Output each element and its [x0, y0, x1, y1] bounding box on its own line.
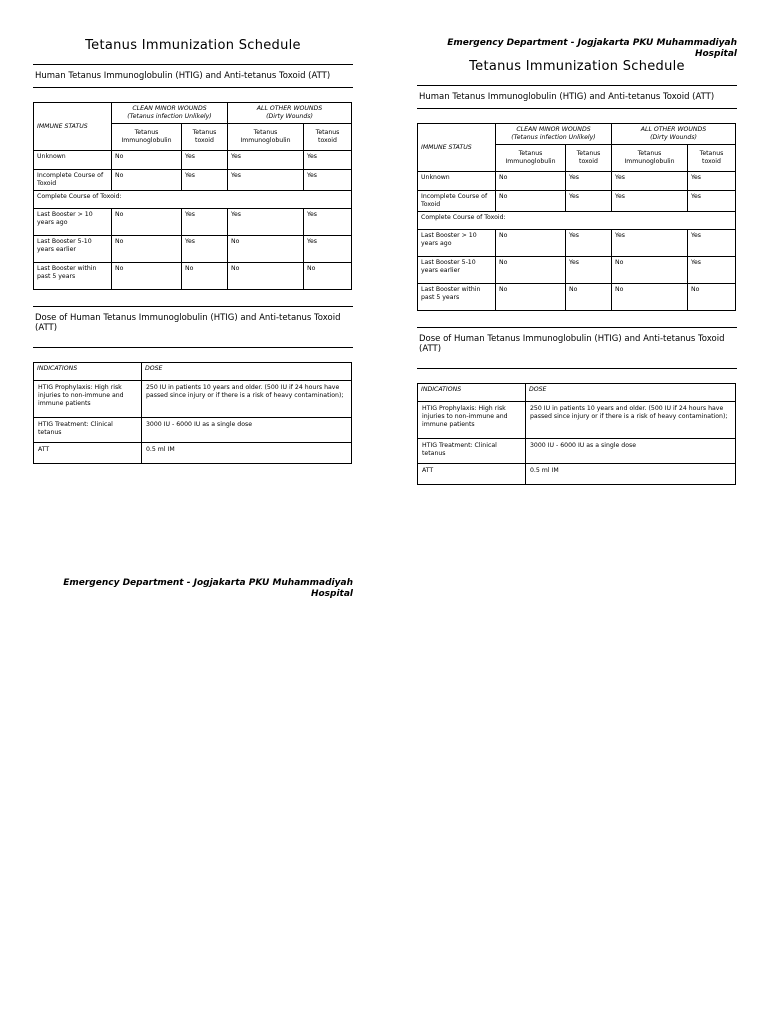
table-row: Incomplete Course of Toxoid No Yes Yes Yes [34, 170, 352, 191]
table-row: Unknown No Yes Yes Yes [34, 151, 352, 170]
table-row: ATT 0.5 ml IM [418, 464, 736, 485]
clean-wounds-header: CLEAN MINOR WOUNDS (Tetanus infection Unlikely) [112, 103, 228, 124]
section-heading-htig-att: Human Tetanus Immunoglobulin (HTIG) and Anti-tetanus Toxoid (ATT) [35, 71, 331, 81]
table-row: Last Booster within past 5 years No No No No [418, 284, 736, 311]
col-htig: Tetanus Immunoglobulin [228, 124, 304, 151]
department-footer: Emergency Department - Jogjakarta PKU Muhammadiyah Hospital [63, 578, 353, 599]
left-card [33, 0, 353, 600]
table-row: Unknown No Yes Yes Yes [418, 172, 736, 191]
divider [417, 108, 737, 109]
col-toxoid: Tetanus toxoid [304, 124, 352, 151]
col-htig: Tetanus Immunoglobulin [612, 145, 688, 172]
dose-header: DOSE [142, 363, 352, 381]
table-row: Last Booster within past 5 years No No No No [34, 263, 352, 290]
table-row: Complete Course of Toxoid: [418, 212, 736, 230]
clean-wounds-header: CLEAN MINOR WOUNDS (Tetanus infection Unlikely) [496, 124, 612, 145]
divider [33, 347, 353, 348]
dose-table [33, 362, 352, 464]
table-row: Complete Course of Toxoid: [34, 191, 352, 209]
col-toxoid: Tetanus toxoid [182, 124, 228, 151]
table-row: Last Booster 5-10 years earlier No Yes No Yes [418, 257, 736, 284]
immune-status-header: IMMUNE STATUS [418, 124, 496, 172]
department-header: Emergency Department - Jogjakarta PKU Muhammadiyah Hospital [447, 38, 737, 59]
table-row: Last Booster > 10 years ago No Yes Yes Yes [418, 230, 736, 257]
table-row: HTIG Prophylaxis: High risk injuries to non-immune and immune patients 250 IU in patients 10 years and older. (500 IU if 24 hours have passed since injury or if there is a risk of heavy contamination); [34, 381, 352, 418]
table-row: HTIG Prophylaxis: High risk injuries to non-immune and immune patients 250 IU in patients 10 years and older. (500 IU if 24 hours have passed since injury or if there is a risk of heavy contamination); [418, 402, 736, 439]
other-wounds-header: ALL OTHER WOUNDS (Dirty Wounds) [228, 103, 352, 124]
other-wounds-header: ALL OTHER WOUNDS (Dirty Wounds) [612, 124, 736, 145]
immunization-table [417, 123, 736, 311]
table-row: HTIG Treatment: Clinical tetanus 3000 IU - 6000 IU as a single dose [418, 439, 736, 464]
section-heading-dose: Dose of Human Tetanus Immunoglobulin (HTIG) and Anti-tetanus Toxoid (ATT) [35, 313, 341, 333]
table-row: HTIG Treatment: Clinical tetanus 3000 IU - 6000 IU as a single dose [34, 418, 352, 443]
immunization-table [33, 102, 352, 290]
page-title: Tetanus Immunization Schedule [469, 59, 685, 74]
col-toxoid: Tetanus toxoid [688, 145, 736, 172]
col-htig: Tetanus Immunoglobulin [112, 124, 182, 151]
page-title: Tetanus Immunization Schedule [85, 38, 301, 53]
dose-table [417, 383, 736, 485]
divider [417, 368, 737, 369]
dose-header: DOSE [526, 384, 736, 402]
section-heading-dose: Dose of Human Tetanus Immunoglobulin (HTIG) and Anti-tetanus Toxoid (ATT) [419, 334, 725, 354]
table-row: ATT 0.5 ml IM [34, 443, 352, 464]
indications-header: INDICATIONS [418, 384, 526, 402]
indications-header: INDICATIONS [34, 363, 142, 381]
col-htig: Tetanus Immunoglobulin [496, 145, 566, 172]
table-row: Incomplete Course of Toxoid No Yes Yes Yes [418, 191, 736, 212]
section-heading-htig-att: Human Tetanus Immunoglobulin (HTIG) and Anti-tetanus Toxoid (ATT) [419, 92, 715, 102]
table-row: Last Booster > 10 years ago No Yes Yes Yes [34, 209, 352, 236]
immune-status-header: IMMUNE STATUS [34, 103, 112, 151]
divider [33, 87, 353, 88]
col-toxoid: Tetanus toxoid [566, 145, 612, 172]
table-row: Last Booster 5-10 years earlier No Yes No Yes [34, 236, 352, 263]
right-card [417, 0, 737, 485]
